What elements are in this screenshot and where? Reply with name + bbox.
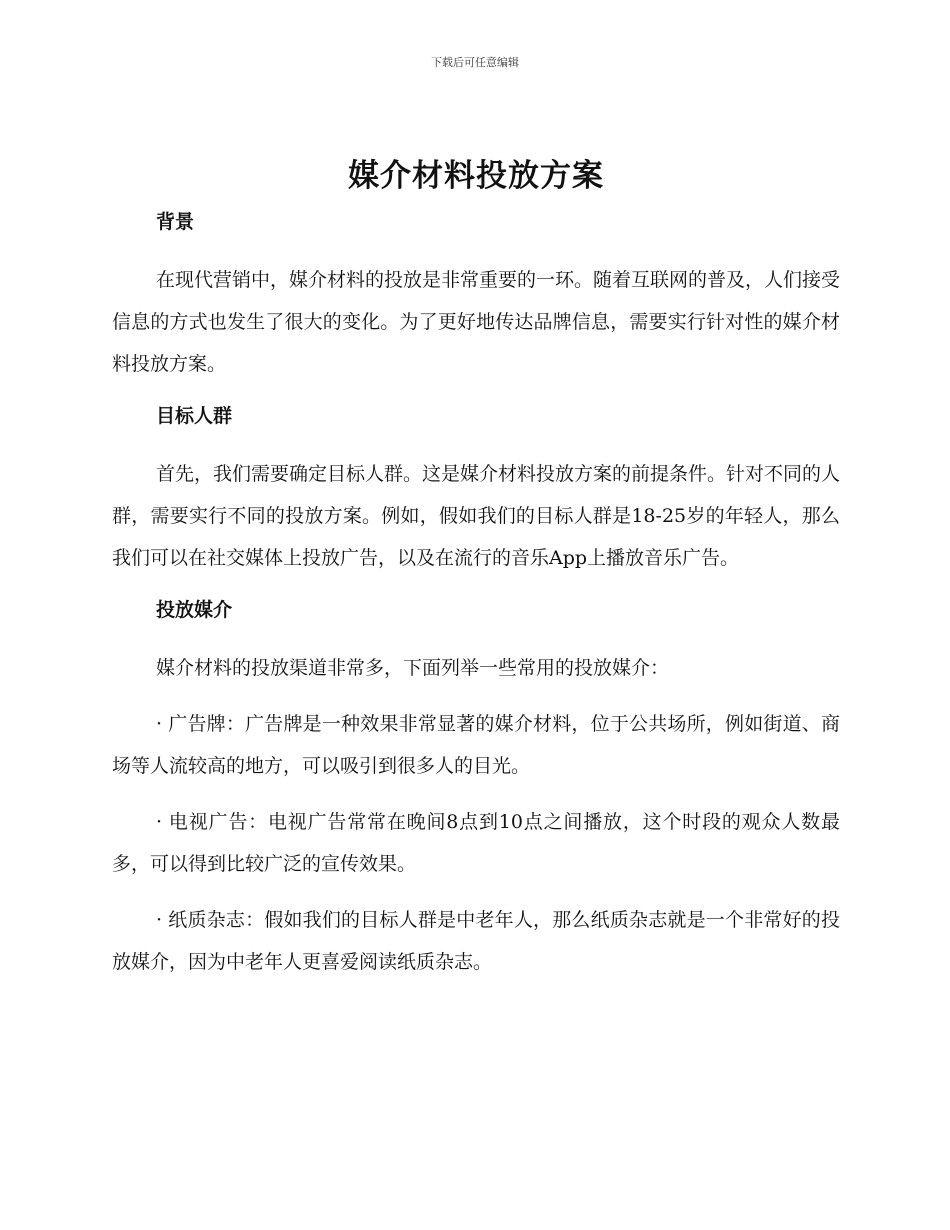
section-heading-media-channels: 投放媒介 (156, 599, 233, 621)
list-item-print-magazine: · 纸质杂志：假如我们的目标人群是中老年人，那么纸质杂志就是一个非常好的投放媒介，因为中老年人更喜爱阅读纸质杂志。 (112, 909, 840, 973)
paragraph-media-intro: 媒介材料的投放渠道非常多，下面列举一些常用的投放媒介： (156, 657, 670, 679)
list-item-tv-ads: · 电视广告：电视广告常常在晚间8点到10点之间播放，这个时段的观众人数最多，可以得到比较广泛的宣传效果。 (112, 811, 840, 875)
list-item-billboard: · 广告牌：广告牌是一种效果非常显著的媒介材料，位于公共场所，例如街道、商场等人流较高的地方，可以吸引到很多人的目光。 (112, 713, 840, 777)
section-heading-background: 背景 (156, 211, 195, 233)
document-body (112, 150, 840, 983)
paragraph-background: 在现代营销中，媒介材料的投放是非常重要的一环。随着互联网的普及，人们接受信息的方式也发生了很大的变化。为了更好地传达品牌信息，需要实行针对性的媒介材料投放方案。 (112, 269, 841, 375)
header-note: 下载后可任意编辑 (431, 56, 519, 69)
document-title: 媒介材料投放方案 (348, 158, 604, 194)
paragraph-target-audience: 首先，我们需要确定目标人群。这是媒介材料投放方案的前提条件。针对不同的人群，需要实行不同的投放方案。例如，假如我们的目标人群是18-25岁的年轻人，那么我们可以在社交媒体上投放广告，以及在流行的音乐App上播放音乐广告。 (112, 463, 841, 569)
section-heading-target-audience: 目标人群 (156, 405, 233, 427)
